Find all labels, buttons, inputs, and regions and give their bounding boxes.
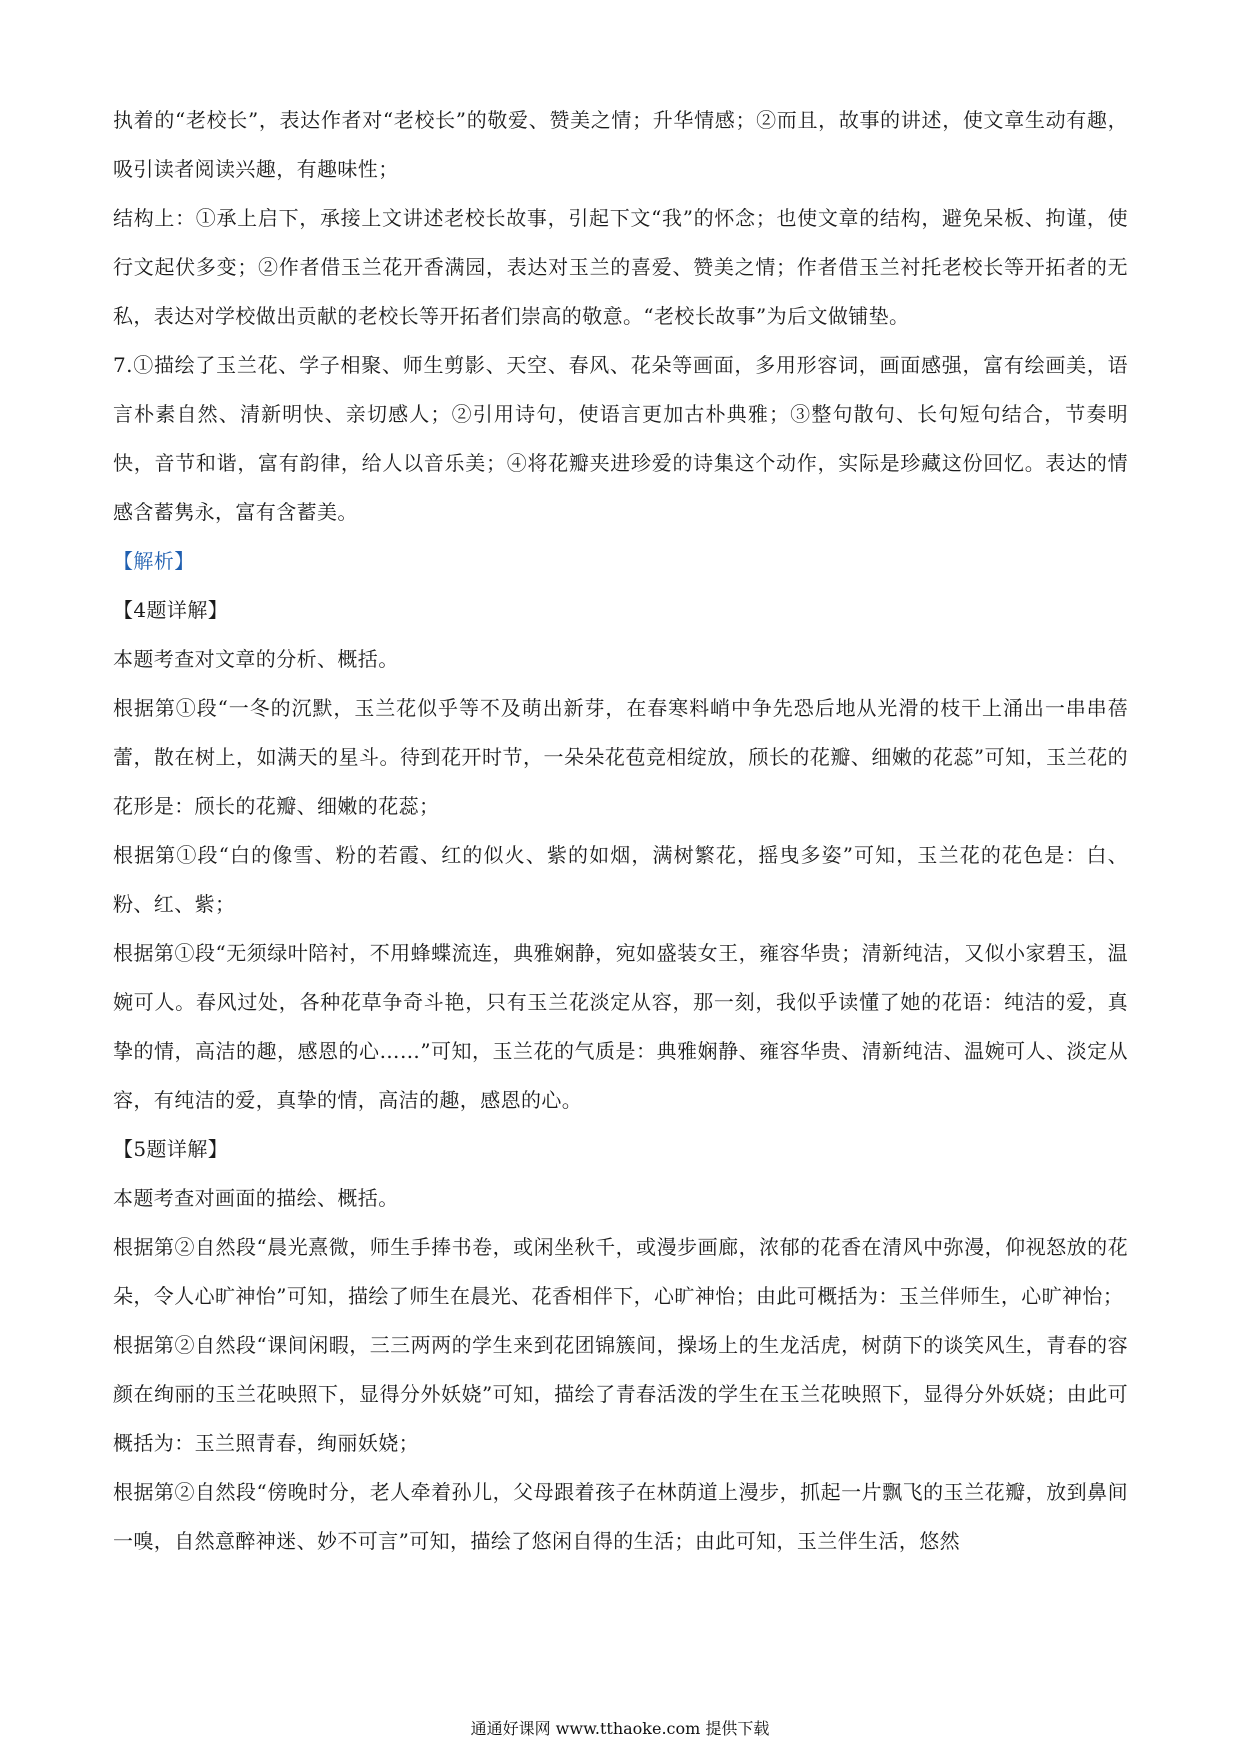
question-5-morning: 根据第②自然段“晨光熹微，师生手捧书卷，或闲坐秋千，或漫步画廊，浓郁的花香在清风中弥漫，仰视怒放的花朵，令人心旷神怡”可知，描绘了师生在晨光、花香相伴下，心旷神怡；由此可概括为：玉兰伴师生，心旷神怡；: [113, 1235, 1128, 1308]
paragraph-structure: 结构上：①承上启下，承接上文讲述老校长故事，引起下文“我”的怀念；也使文章的结构，避免呆板、拘谨，使行文起伏多变；②作者借玉兰花开香满园，表达对玉兰的喜爱、赞美之情；作者借玉兰衬托老校长等开拓者的无私，表达对学校做出贡献的老校长等开拓者们崇高的敬意。“老校长故事”为后文做铺垫。: [113, 206, 1128, 328]
paragraph-answer-6-continued: 执着的“老校长”，表达作者对“老校长”的敬爱、赞美之情；升华情感；②而且，故事的讲述，使文章生动有趣，吸引读者阅读兴趣，有趣味性；: [113, 108, 1128, 181]
page-footer: 通通好课网 www.tthaoke.com 提供下载: [470, 1719, 770, 1738]
question-4-heading: 【4题详解】: [113, 598, 229, 622]
question-4-intro: 本题考查对文章的分析、概括。: [113, 647, 399, 671]
question-5-evening: 根据第②自然段“傍晚时分，老人牵着孙儿，父母跟着孩子在林荫道上漫步，抓起一片飘飞的玉兰花瓣，放到鼻间一嗅，自然意醉神迷、妙不可言”可知，描绘了悠闲自得的生活；由此可知，玉兰伴生活，悠然: [113, 1480, 1128, 1553]
document-body: [113, 96, 1128, 1566]
question-4-flower-color: 根据第①段“白的像雪、粉的若霞、红的似火、紫的如烟，满树繁花，摇曳多姿”可知，玉兰花的花色是：白、粉、红、紫；: [113, 843, 1128, 916]
question-5-heading: 【5题详解】: [113, 1137, 229, 1161]
question-4-flower-temperament: 根据第①段“无须绿叶陪衬，不用蜂蝶流连，典雅娴静，宛如盛装女王，雍容华贵；清新纯洁，又似小家碧玉，温婉可人。春风过处，各种花草争奇斗艳，只有玉兰花淡定从容，那一刻，我似乎读懂了她的花语：纯洁的爱，真挚的情，高洁的趣，感恩的心……”可知，玉兰花的气质是：典雅娴静、雍容华贵、清新纯洁、温婉可人、淡定从容，有纯洁的爱，真挚的情，高洁的趣，感恩的心。: [113, 941, 1128, 1112]
question-5-break: 根据第②自然段“课间闲暇，三三两两的学生来到花团锦簇间，操场上的生龙活虎，树荫下的谈笑风生，青春的容颜在绚丽的玉兰花映照下，显得分外妖娆”可知，描绘了青春活泼的学生在玉兰花映照下，显得分外妖娆；由此可概括为：玉兰照青春，绚丽妖娆；: [113, 1333, 1128, 1455]
question-5-intro: 本题考查对画面的描绘、概括。: [113, 1186, 399, 1210]
paragraph-answer-7: 7.①描绘了玉兰花、学子相聚、师生剪影、天空、春风、花朵等画面，多用形容词，画面感强，富有绘画美，语言朴素自然、清新明快、亲切感人；②引用诗句，使语言更加古朴典雅；③整句散句、长句短句结合，节奏明快，音节和谐，富有韵律，给人以音乐美；④将花瓣夹进珍爱的诗集这个动作，实际是珍藏这份回忆。表达的情感含蓄隽永，富有含蓄美。: [113, 353, 1128, 524]
analysis-heading: 【解析】: [113, 549, 195, 573]
question-4-flower-shape: 根据第①段“一冬的沉默，玉兰花似乎等不及萌出新芽，在春寒料峭中争先恐后地从光滑的枝干上涌出一串串蓓蕾，散在树上，如满天的星斗。待到花开时节，一朵朵花苞竞相绽放，颀长的花瓣、细嫩的花蕊”可知，玉兰花的花形是：颀长的花瓣、细嫩的花蕊；: [113, 696, 1128, 818]
